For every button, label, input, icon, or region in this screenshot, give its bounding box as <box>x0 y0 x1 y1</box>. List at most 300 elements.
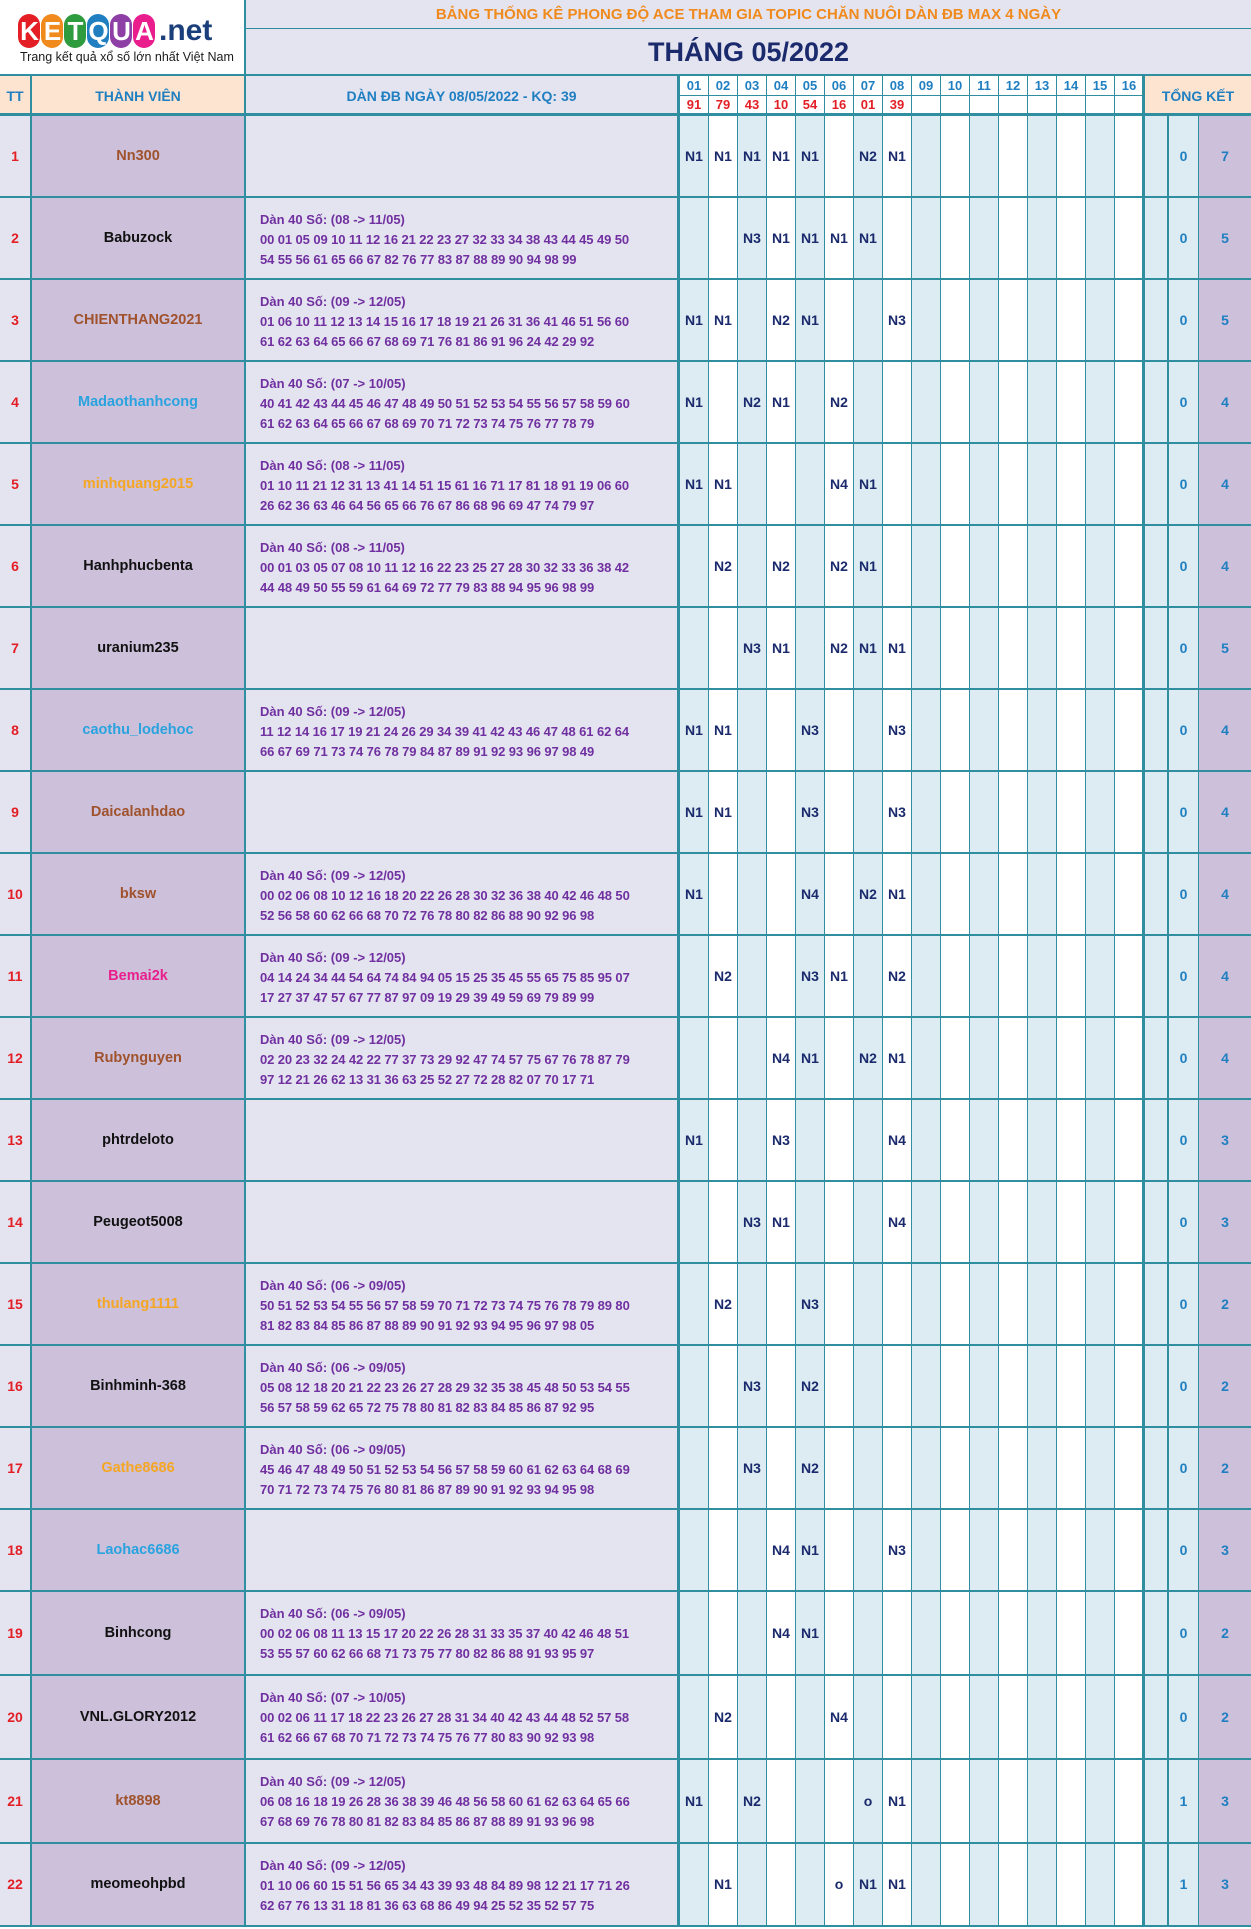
day-result-cell <box>767 1428 796 1508</box>
day-result-cell <box>1086 1510 1115 1590</box>
day-result-cell <box>1086 444 1115 524</box>
row-index: 6 <box>0 526 32 606</box>
day-result-cell <box>883 198 912 278</box>
day-result-cell <box>854 362 883 442</box>
day-result-cell <box>796 1100 825 1180</box>
day-result-cell <box>1115 444 1144 524</box>
summary-gap <box>1142 1510 1169 1590</box>
summary-gap <box>1142 280 1169 360</box>
summary-gap <box>1142 1760 1169 1842</box>
row-index: 4 <box>0 362 32 442</box>
day-number: 15 <box>1086 76 1114 96</box>
day-result-cell: N1 <box>767 1182 796 1262</box>
row-index: 20 <box>0 1676 32 1758</box>
day-result-cell: N1 <box>883 608 912 688</box>
day-result-cell <box>999 1428 1028 1508</box>
day-result-cell <box>999 854 1028 934</box>
dan-cell <box>246 1676 680 1758</box>
day-result-cell <box>709 362 738 442</box>
member-row <box>0 1100 1251 1182</box>
day-result-cell <box>912 116 941 196</box>
dan-numbers-line1: 00 01 03 05 07 08 10 11 12 16 22 23 25 27 28 30 32 33 36 38 42 <box>260 560 629 575</box>
member-name[interactable]: Babuzock <box>32 198 246 278</box>
day-result-cell: N4 <box>883 1100 912 1180</box>
member-name[interactable]: meomeohpbd <box>32 1844 246 1925</box>
dan-cell <box>246 1100 680 1180</box>
header-summary: TỔNG KẾT <box>1142 76 1251 116</box>
day-result-cell <box>825 280 854 360</box>
member-row <box>0 1760 1251 1844</box>
summary-miss-count: 0 <box>1169 1182 1199 1262</box>
summary-total: 4 <box>1199 526 1251 606</box>
summary-total: 5 <box>1199 608 1251 688</box>
member-name[interactable]: Hanhphucbenta <box>32 526 246 606</box>
day-result-cell <box>941 1100 970 1180</box>
row-index: 7 <box>0 608 32 688</box>
day-result-cell <box>1086 1264 1115 1344</box>
day-result-cell <box>1028 280 1057 360</box>
day-column-header <box>767 76 796 116</box>
day-result-cell: N1 <box>767 116 796 196</box>
day-result-cell <box>1115 1676 1144 1758</box>
day-result-cell <box>825 1018 854 1098</box>
member-name[interactable]: Binhminh-368 <box>32 1346 246 1426</box>
logo-letter: Q <box>88 16 108 47</box>
page-title: BẢNG THỐNG KÊ PHONG ĐỘ ACE THAM GIA TOPIC CHĂN NUÔI DÀN ĐB MAX 4 NGÀY <box>246 0 1251 29</box>
day-result-cell <box>1115 116 1144 196</box>
row-index: 21 <box>0 1760 32 1842</box>
member-name[interactable]: Gathe8686 <box>32 1428 246 1508</box>
day-result-cell <box>999 444 1028 524</box>
day-result-cell <box>970 444 999 524</box>
day-result-cell: N1 <box>825 936 854 1016</box>
day-result-cell <box>912 444 941 524</box>
dan-cell <box>246 690 680 770</box>
day-result-cell: N2 <box>738 1760 767 1842</box>
row-index: 12 <box>0 1018 32 1098</box>
day-result-cell <box>854 772 883 852</box>
day-result-cell <box>1115 1428 1144 1508</box>
day-result-cell <box>854 1264 883 1344</box>
summary-gap <box>1142 1018 1169 1098</box>
dan-numbers-line1: 04 14 24 34 44 54 64 74 84 94 05 15 25 35 45 55 65 75 85 95 07 <box>260 970 630 985</box>
day-result-cell: N2 <box>709 526 738 606</box>
dan-numbers-line2: 54 55 56 61 65 66 67 82 76 77 83 87 88 89 90 94 98 99 <box>260 252 577 267</box>
day-result-cell <box>680 1676 709 1758</box>
day-result-cell: N3 <box>738 1182 767 1262</box>
day-result-cell <box>970 1018 999 1098</box>
summary-miss-count: 0 <box>1169 772 1199 852</box>
day-result-cell <box>970 1592 999 1674</box>
summary-total: 2 <box>1199 1676 1251 1758</box>
day-result-cell: N2 <box>709 1264 738 1344</box>
day-number: 12 <box>999 76 1027 96</box>
day-result-cell: N1 <box>796 1018 825 1098</box>
day-result-cell <box>970 1264 999 1344</box>
day-result-cell <box>1057 772 1086 852</box>
day-result-cell <box>1028 772 1057 852</box>
day-number: 14 <box>1057 76 1085 96</box>
day-result-cell <box>825 690 854 770</box>
day-result: 01 <box>860 97 876 112</box>
dan-title: Dàn 40 Số: (09 -> 12/05) <box>260 1858 406 1873</box>
day-result-cell <box>825 1264 854 1344</box>
day-result-cell <box>912 1346 941 1426</box>
dan-numbers-line2: 17 27 37 47 57 67 77 87 97 09 19 29 39 49 59 69 79 89 99 <box>260 990 595 1005</box>
member-name[interactable]: bksw <box>32 854 246 934</box>
day-result-cell <box>796 1844 825 1925</box>
row-index: 11 <box>0 936 32 1016</box>
row-index: 5 <box>0 444 32 524</box>
day-result-cell <box>709 1100 738 1180</box>
day-result-cell <box>1086 198 1115 278</box>
day-result-cell <box>970 1346 999 1426</box>
dan-numbers-line2: 62 67 76 13 31 18 81 36 63 68 86 49 94 25 52 35 52 57 75 <box>260 1898 595 1913</box>
member-name[interactable]: Rubynguyen <box>32 1018 246 1098</box>
day-result-cell: N1 <box>883 1018 912 1098</box>
day-result-cell <box>999 280 1028 360</box>
member-name[interactable]: VNL.GLORY2012 <box>32 1676 246 1758</box>
day-result-cell <box>680 1264 709 1344</box>
summary-total: 2 <box>1199 1346 1251 1426</box>
day-column-header <box>999 76 1028 116</box>
day-result-cell <box>1115 1346 1144 1426</box>
day-result-cell <box>912 1760 941 1842</box>
day-result-cell <box>1086 936 1115 1016</box>
day-result-cell <box>1086 1428 1115 1508</box>
member-name[interactable]: CHIENTHANG2021 <box>32 280 246 360</box>
day-result-cell <box>941 1346 970 1426</box>
day-result-cell <box>680 1510 709 1590</box>
day-result-cell <box>1086 690 1115 770</box>
day-result-cell <box>767 1346 796 1426</box>
day-result-cell <box>883 1676 912 1758</box>
dan-numbers-line1: 45 46 47 48 49 50 51 52 53 54 56 57 58 59 60 61 62 63 64 68 69 <box>260 1462 630 1477</box>
day-result-cell <box>1028 116 1057 196</box>
day-result-cell <box>970 936 999 1016</box>
member-name[interactable]: Nn300 <box>32 116 246 196</box>
day-result-cell <box>854 936 883 1016</box>
row-index: 17 <box>0 1428 32 1508</box>
day-result-cell <box>1028 1676 1057 1758</box>
day-result-cell: o <box>825 1844 854 1925</box>
day-result-cell <box>999 1510 1028 1590</box>
day-result-cell <box>1057 1346 1086 1426</box>
day-result-cell <box>825 1760 854 1842</box>
day-result-cell <box>1115 526 1144 606</box>
dan-numbers-line2: 26 62 36 63 46 64 56 65 66 76 67 86 68 96 69 47 74 79 97 <box>260 498 595 513</box>
summary-gap <box>1142 362 1169 442</box>
day-result-cell <box>680 1018 709 1098</box>
day-number: 03 <box>738 76 766 96</box>
day-result-cell <box>1057 1844 1086 1925</box>
day-result-cell <box>825 1592 854 1674</box>
day-result-cell <box>825 1428 854 1508</box>
dan-numbers-line2: 52 56 58 60 62 66 68 70 72 76 78 80 82 86 88 90 92 96 98 <box>260 908 595 923</box>
day-result-cell <box>1028 1182 1057 1262</box>
day-result-cell <box>970 854 999 934</box>
day-result-cell <box>1028 854 1057 934</box>
day-result-cell <box>912 362 941 442</box>
member-name[interactable]: caothu_lodehoc <box>32 690 246 770</box>
summary-gap <box>1142 444 1169 524</box>
summary-miss-count: 0 <box>1169 198 1199 278</box>
day-result-cell: N3 <box>738 608 767 688</box>
day-result-cell <box>738 1844 767 1925</box>
summary-miss-count: 0 <box>1169 854 1199 934</box>
day-result: 54 <box>802 97 818 112</box>
day-result-cell <box>854 1592 883 1674</box>
member-row <box>0 1182 1251 1264</box>
day-result-cell <box>1057 1510 1086 1590</box>
day-result-cell <box>1057 1264 1086 1344</box>
day-result-cell <box>1115 280 1144 360</box>
day-result-cell <box>709 1760 738 1842</box>
day-result <box>999 96 1027 114</box>
day-result-cell: N2 <box>709 1676 738 1758</box>
day-result-cell: N1 <box>796 116 825 196</box>
member-row <box>0 608 1251 690</box>
day-result-cell <box>767 690 796 770</box>
day-result-cell: N1 <box>883 1844 912 1925</box>
day-result-cell <box>680 936 709 1016</box>
day-result-cell <box>709 1510 738 1590</box>
row-index: 10 <box>0 854 32 934</box>
member-name[interactable]: Bemai2k <box>32 936 246 1016</box>
day-result-cell <box>738 1264 767 1344</box>
day-result-cell <box>1057 444 1086 524</box>
day-result-cell <box>1028 1760 1057 1842</box>
summary-total: 4 <box>1199 854 1251 934</box>
dan-numbers-line1: 00 01 05 09 10 11 12 16 21 22 23 27 32 33 34 38 43 44 45 49 50 <box>260 232 629 247</box>
day-result-cell <box>999 936 1028 1016</box>
day-result-cell <box>796 1182 825 1262</box>
summary-total: 3 <box>1199 1182 1251 1262</box>
member-name[interactable]: Madaothanhcong <box>32 362 246 442</box>
dan-cell <box>246 1346 680 1426</box>
day-result-cell: N1 <box>854 526 883 606</box>
day-result-cell <box>1028 526 1057 606</box>
day-result-cell <box>1115 1760 1144 1842</box>
summary-miss-count: 1 <box>1169 1844 1199 1925</box>
day-result-cell: N1 <box>680 116 709 196</box>
day-result-cell <box>970 1760 999 1842</box>
row-index: 18 <box>0 1510 32 1590</box>
day-result-cell <box>1086 526 1115 606</box>
day-result-cell <box>825 1182 854 1262</box>
dan-numbers-line2: 44 48 49 50 55 59 61 64 69 72 77 79 83 88 94 95 96 98 99 <box>260 580 595 595</box>
row-index: 15 <box>0 1264 32 1344</box>
summary-miss-count: 0 <box>1169 690 1199 770</box>
day-result-cell <box>1086 1100 1115 1180</box>
day-result-cell <box>825 854 854 934</box>
day-result-cell <box>912 198 941 278</box>
summary-miss-count: 0 <box>1169 1676 1199 1758</box>
logo-letter: K <box>18 14 40 48</box>
day-result-cell <box>883 1592 912 1674</box>
member-name[interactable]: phtrdeloto <box>32 1100 246 1180</box>
day-result-cell <box>738 772 767 852</box>
day-result-cell: N1 <box>883 116 912 196</box>
member-row <box>0 690 1251 772</box>
summary-miss-count: 0 <box>1169 1510 1199 1590</box>
dan-numbers-line1: 05 08 12 18 20 21 22 23 26 27 28 29 32 35 38 45 48 50 53 54 55 <box>260 1380 630 1395</box>
row-index: 8 <box>0 690 32 770</box>
day-result-cell <box>796 526 825 606</box>
member-name[interactable]: kt8898 <box>32 1760 246 1842</box>
day-result-cell: N2 <box>825 362 854 442</box>
day-result-cell: N1 <box>680 362 709 442</box>
dan-numbers-line1: 01 10 11 21 12 31 13 41 14 51 15 61 16 71 17 81 18 91 19 06 60 <box>260 478 629 493</box>
day-result-cell: N1 <box>767 198 796 278</box>
day-result-cell <box>912 280 941 360</box>
day-result-cell <box>709 1346 738 1426</box>
dan-cell <box>246 608 680 688</box>
row-index: 13 <box>0 1100 32 1180</box>
day-result-cell: N2 <box>709 936 738 1016</box>
day-result-cell <box>854 1182 883 1262</box>
day-result-cell <box>1086 1182 1115 1262</box>
day-result-cell <box>970 1676 999 1758</box>
day-result-cell <box>970 608 999 688</box>
summary-total: 4 <box>1199 936 1251 1016</box>
dan-cell <box>246 444 680 524</box>
day-result-cell <box>941 1592 970 1674</box>
day-result-cell <box>1028 362 1057 442</box>
member-name[interactable]: Laohac6686 <box>32 1510 246 1590</box>
summary-gap <box>1142 526 1169 606</box>
day-result-cell: N2 <box>767 280 796 360</box>
day-result-cell: N3 <box>883 1510 912 1590</box>
summary-gap <box>1142 854 1169 934</box>
day-result-cell <box>1028 1264 1057 1344</box>
dan-cell <box>246 1844 680 1925</box>
day-result-cell <box>1028 608 1057 688</box>
day-result-cell <box>825 1100 854 1180</box>
day-result-cell <box>1086 608 1115 688</box>
day-result-cell <box>970 198 999 278</box>
day-result-cell: N3 <box>796 772 825 852</box>
day-result-cell: N1 <box>680 772 709 852</box>
day-result-cell <box>1115 1592 1144 1674</box>
day-result-cell: N4 <box>767 1592 796 1674</box>
day-number: 09 <box>912 76 940 96</box>
day-result-cell <box>767 1676 796 1758</box>
day-result-cell <box>767 1760 796 1842</box>
member-name[interactable]: minhquang2015 <box>32 444 246 524</box>
day-result-cell <box>999 1100 1028 1180</box>
day-result-cell <box>941 362 970 442</box>
day-result-cell <box>1115 1100 1144 1180</box>
day-result-cell <box>1115 936 1144 1016</box>
summary-total: 2 <box>1199 1428 1251 1508</box>
day-result-cell: N4 <box>796 854 825 934</box>
row-index: 9 <box>0 772 32 852</box>
day-result-cell <box>912 690 941 770</box>
day-result: 43 <box>744 97 760 112</box>
summary-total: 7 <box>1199 116 1251 196</box>
day-result-cell <box>941 444 970 524</box>
day-result-cell <box>680 526 709 606</box>
summary-miss-count: 1 <box>1169 1760 1199 1842</box>
day-number: 04 <box>767 76 795 96</box>
day-number: 07 <box>854 76 882 96</box>
dan-title: Dàn 40 Số: (08 -> 11/05) <box>260 458 405 473</box>
day-result-cell <box>1086 1676 1115 1758</box>
dan-cell <box>246 1428 680 1508</box>
day-result-cell <box>680 608 709 688</box>
day-result-cell: N4 <box>767 1510 796 1590</box>
member-row <box>0 1018 1251 1100</box>
day-result-cell <box>941 1182 970 1262</box>
member-name[interactable]: Daicalanhdao <box>32 772 246 852</box>
day-number: 16 <box>1115 76 1143 96</box>
member-row <box>0 1264 1251 1346</box>
day-column-header <box>680 76 709 116</box>
day-result: 79 <box>715 97 731 112</box>
day-result-cell <box>912 936 941 1016</box>
dan-title: Dàn 40 Số: (06 -> 09/05) <box>260 1606 406 1621</box>
day-result-cell: N1 <box>680 690 709 770</box>
day-result-cell: N2 <box>854 116 883 196</box>
logo-letter: A <box>133 14 155 48</box>
day-result-cell: N3 <box>883 280 912 360</box>
day-result-cell: N2 <box>883 936 912 1016</box>
member-name[interactable]: uranium235 <box>32 608 246 688</box>
day-result-cell <box>767 854 796 934</box>
day-result-cell <box>1057 1760 1086 1842</box>
site-logo[interactable] <box>0 0 246 76</box>
day-result-cell: N1 <box>796 198 825 278</box>
summary-total: 4 <box>1199 362 1251 442</box>
member-name[interactable]: thulang1111 <box>32 1264 246 1344</box>
day-column-header <box>883 76 912 116</box>
day-column-header <box>825 76 854 116</box>
member-row <box>0 1592 1251 1676</box>
day-result-cell <box>1057 690 1086 770</box>
dan-title: Dàn 40 Số: (07 -> 10/05) <box>260 1690 406 1705</box>
day-result-cell <box>1086 1346 1115 1426</box>
day-result-cell <box>854 1346 883 1426</box>
day-result-cell <box>941 526 970 606</box>
member-name[interactable]: Binhcong <box>32 1592 246 1674</box>
day-result-cell <box>680 1592 709 1674</box>
day-result-cell: N1 <box>767 362 796 442</box>
day-result-cell <box>1057 608 1086 688</box>
day-result-cell <box>999 1018 1028 1098</box>
member-row <box>0 854 1251 936</box>
day-result-cell <box>883 1264 912 1344</box>
dan-numbers-line2: 81 82 83 84 85 86 87 88 89 90 91 92 93 94 95 96 97 98 05 <box>260 1318 595 1333</box>
day-result <box>1057 96 1085 114</box>
row-index: 16 <box>0 1346 32 1426</box>
day-result-cell <box>738 1100 767 1180</box>
day-result-cell <box>999 772 1028 852</box>
dan-numbers-line1: 00 02 06 08 11 13 15 17 20 22 26 28 31 33 35 37 40 42 46 48 51 <box>260 1626 629 1641</box>
dan-cell <box>246 854 680 934</box>
member-name[interactable]: Peugeot5008 <box>32 1182 246 1262</box>
dan-numbers-line1: 02 20 23 32 24 42 22 77 37 73 29 92 47 74 57 75 67 76 78 87 79 <box>260 1052 630 1067</box>
summary-miss-count: 0 <box>1169 116 1199 196</box>
day-result-cell <box>1057 280 1086 360</box>
day-result-cell <box>680 1428 709 1508</box>
dan-numbers-line2: 61 62 66 67 68 70 71 72 73 74 75 76 77 80 83 90 92 93 98 <box>260 1730 595 1745</box>
day-result-cell <box>709 198 738 278</box>
summary-miss-count: 0 <box>1169 444 1199 524</box>
day-result: 10 <box>773 97 789 112</box>
member-row <box>0 1346 1251 1428</box>
day-result-cell <box>1057 1428 1086 1508</box>
